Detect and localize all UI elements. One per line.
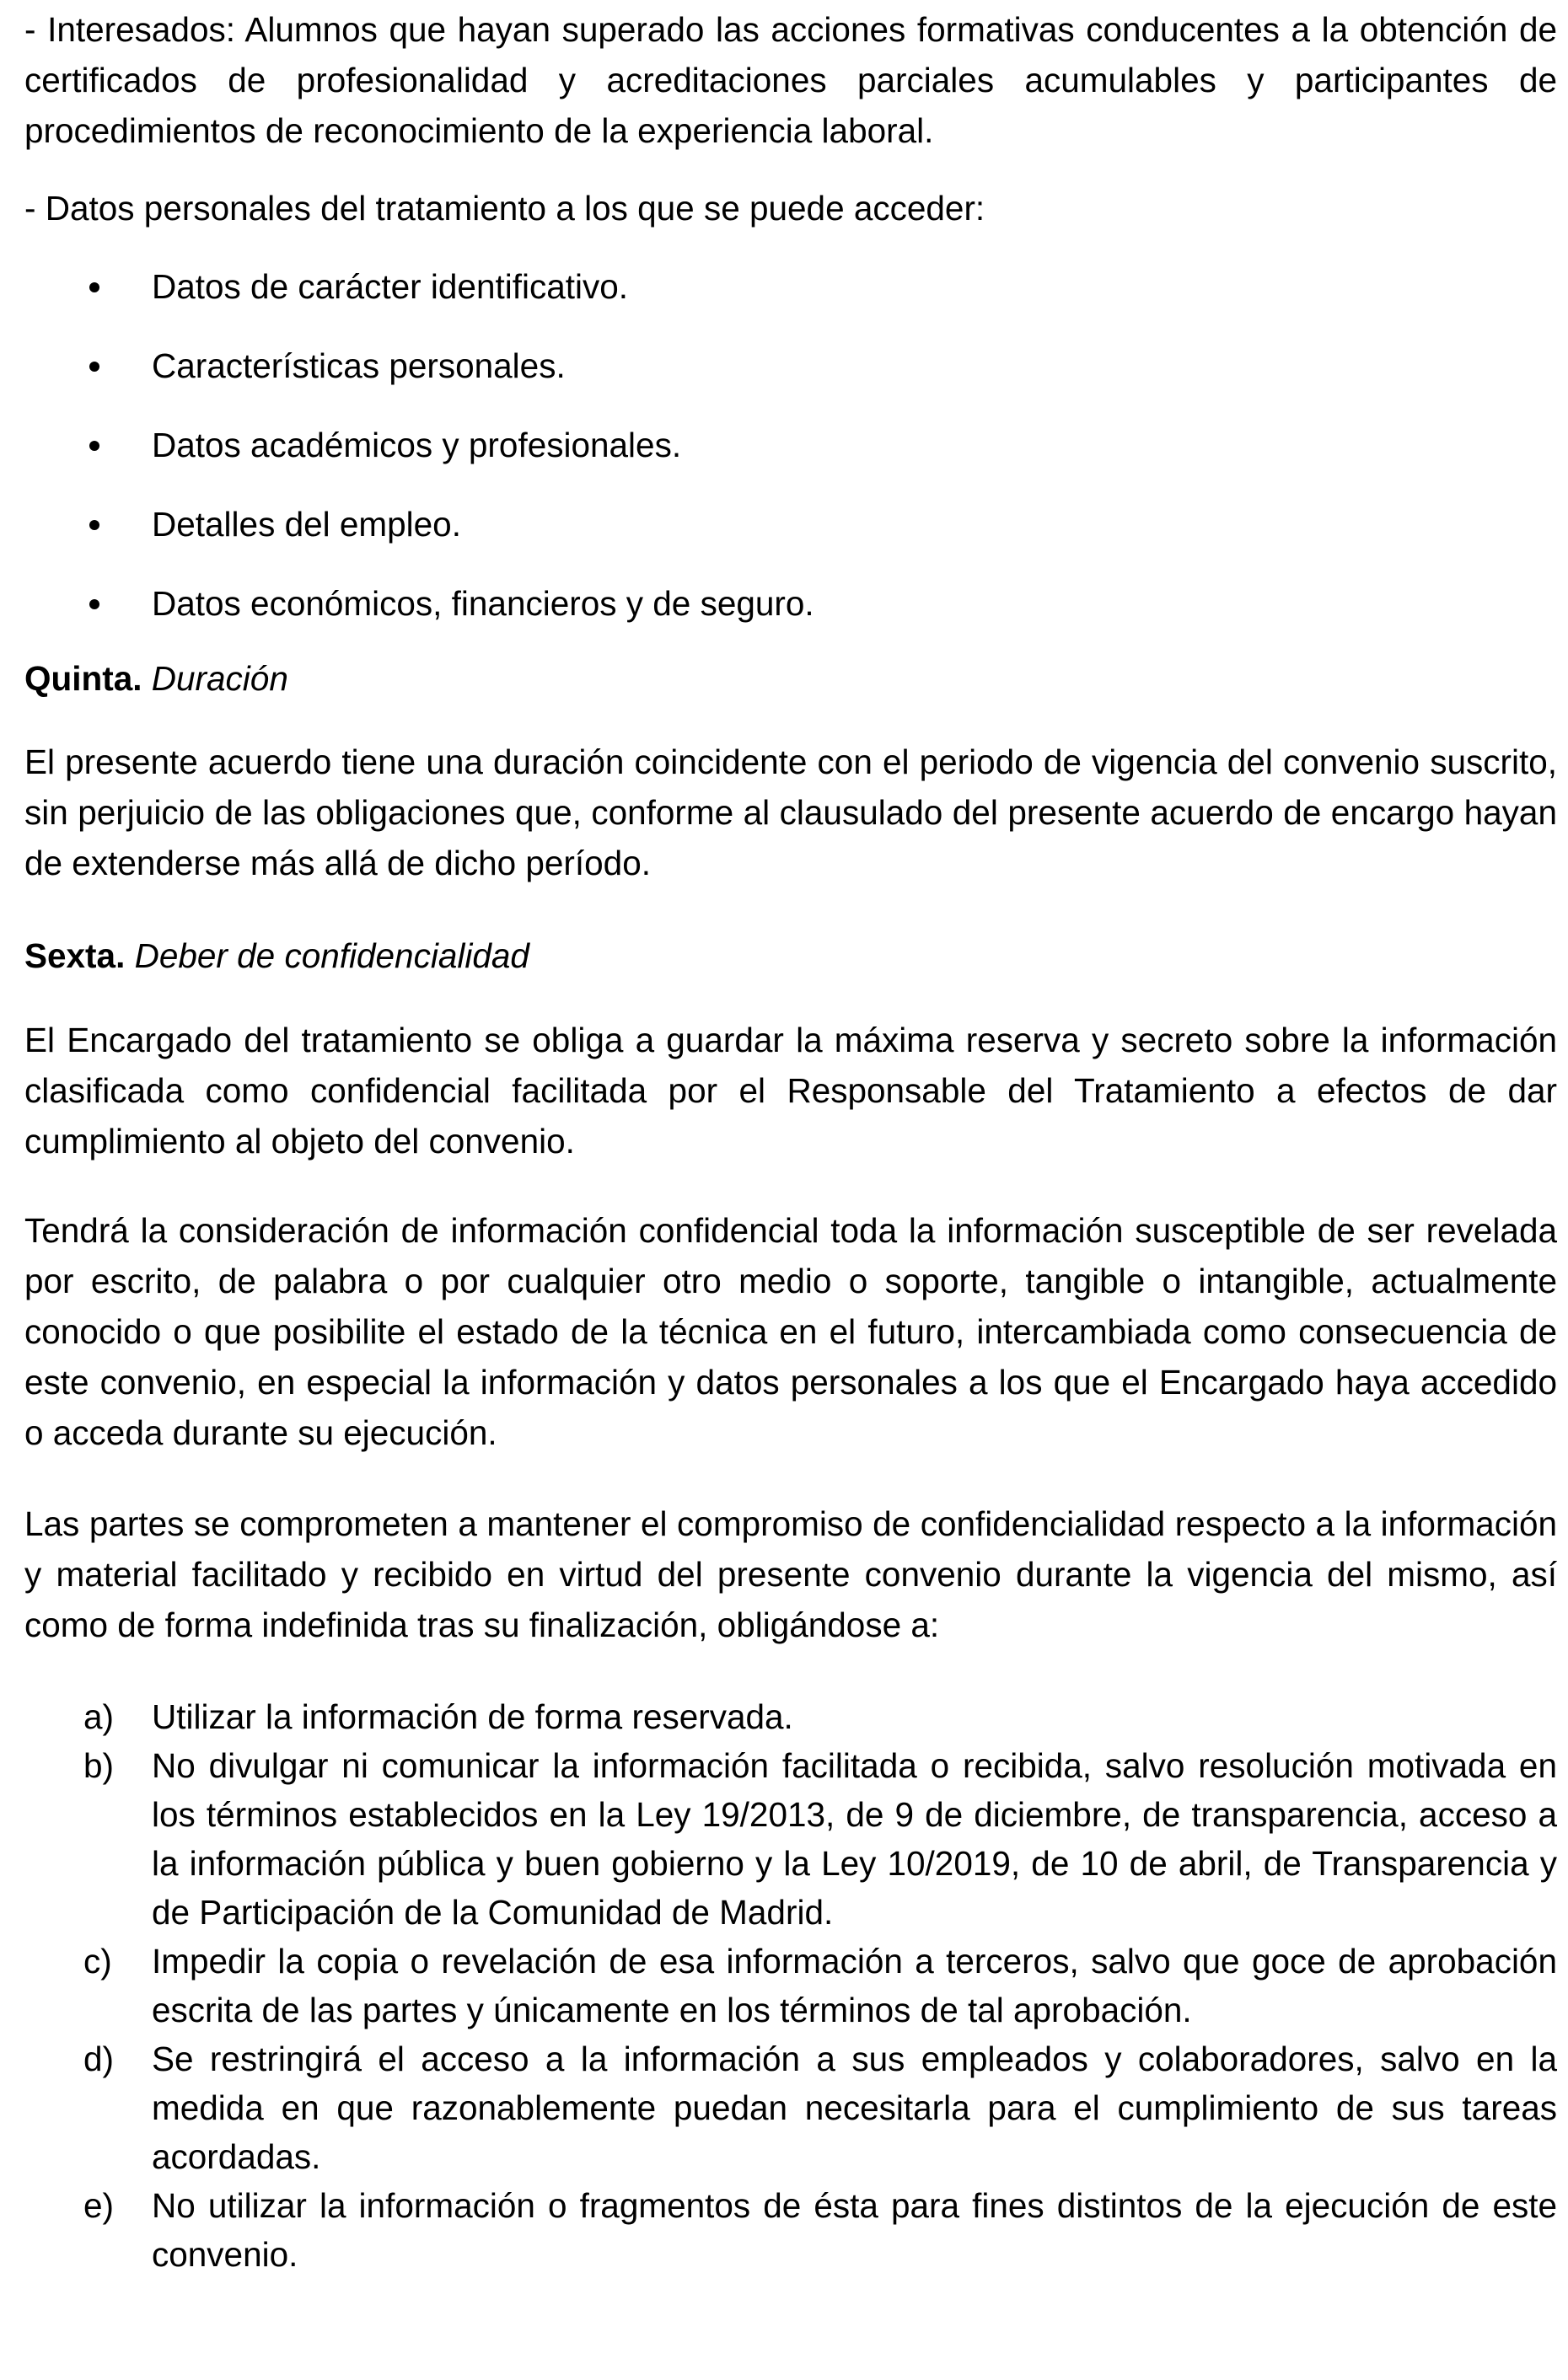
datos-intro-paragraph: - Datos personales del tratamiento a los que se puede acceder: — [24, 189, 985, 228]
list-item — [24, 1741, 1557, 1937]
list-item — [24, 1692, 1557, 1741]
bullet-dot-icon — [89, 441, 99, 451]
list-item — [24, 1937, 1557, 2034]
interesados-paragraph: - Interesados: Alumnos que hayan superado las acciones formativas conducentes a la obtención de certificados de profesionalidad y acreditaciones parciales acumulables y participantes de procedimientos de reconocimiento de la experiencia laboral. — [24, 10, 1557, 150]
bullet-text: Datos de carácter identificativo. — [152, 267, 629, 306]
list-marker: b) — [83, 1746, 115, 1785]
list-item-text: No divulgar ni comunicar la información facilitada o recibida, salvo resolución motivada en los términos establecidos en la Ley 19/2013, de 9 de diciembre, de transparencia, acceso a la información pública y buen gobierno y la Ley 10/2019, de 10 de abril, de Transparencia y de Participación de la Comunidad de Madrid. — [152, 1746, 1557, 1932]
list-item-text: Impedir la copia o revelación de esa información a terceros, salvo que goce de aprobación escrita de las partes y únicamente en los términos de tal aprobación. — [152, 1942, 1557, 2029]
bullet-dot-icon — [89, 282, 99, 292]
list-item — [24, 2181, 1557, 2279]
bullet-dot-icon — [89, 520, 99, 530]
obligaciones-list — [24, 1692, 1557, 2279]
bullet-item — [24, 261, 814, 340]
confidencialidad-paragraph-1: El Encargado del tratamiento se obliga a guardar la máxima reserva y secreto sobre la información clasificada como confidencial facilitada por el Responsable del Tratamiento a efectos de dar cumplimiento al objeto del convenio. — [24, 1021, 1557, 1161]
bullet-text: Datos académicos y profesionales. — [152, 426, 682, 464]
bullet-dot-icon — [89, 599, 99, 609]
list-marker: c) — [83, 1942, 112, 1981]
section-heading-quinta — [24, 653, 288, 704]
bullet-text: Características personales. — [152, 346, 566, 385]
bullet-text: Datos económicos, financieros y de seguro. — [152, 584, 814, 623]
bullet-item — [24, 420, 814, 499]
list-item-text: Se restringirá el acceso a la información a sus empleados y colaboradores, salvo en la medida en que razonablemente puedan necesitarla para el cumplimiento de sus tareas acordadas. — [152, 2040, 1557, 2176]
confidencialidad-paragraph-3: Las partes se comprometen a mantener el compromiso de confidencialidad respecto a la información y material facilitado y recibido en virtud del presente convenio durante la vigencia del mismo, así como de forma indefinida tras su finalización, obligándose a: — [24, 1504, 1557, 1644]
list-marker: e) — [83, 2186, 115, 2225]
heading-label: Quinta. — [24, 659, 142, 698]
heading-label: Sexta. — [24, 936, 126, 975]
heading-title: Deber de confidencialidad — [134, 936, 529, 975]
datos-bullet-list — [24, 261, 814, 657]
list-marker: a) — [83, 1697, 115, 1736]
list-marker: d) — [83, 2040, 115, 2078]
confidencialidad-paragraph-2: Tendrá la consideración de información confidencial toda la información susceptible de ser revelada por escrito, de palabra o por cualquier otro medio o soporte, tangible o intangible, actualmente conocido o que posibilite el estado de la técnica en el futuro, intercambiada como consecuencia de este convenio, en especial la información y datos personales a los que el Encargado haya accedido o acceda durante su ejecución. — [24, 1211, 1557, 1452]
list-item — [24, 2034, 1557, 2181]
bullet-item — [24, 340, 814, 420]
list-item-text: No utilizar la información o fragmentos de ésta para fines distintos de la ejecución de este convenio. — [152, 2186, 1557, 2274]
section-heading-sexta — [24, 930, 529, 981]
bullet-text: Detalles del empleo. — [152, 505, 461, 544]
bullet-item — [24, 499, 814, 578]
heading-title: Duración — [151, 659, 288, 698]
list-item-text: Utilizar la información de forma reservada. — [152, 1697, 793, 1736]
bullet-dot-icon — [89, 362, 99, 372]
duracion-paragraph: El presente acuerdo tiene una duración coincidente con el periodo de vigencia del convenio suscrito, sin perjuicio de las obligaciones que, conforme al clausulado del presente acuerdo de encargo hayan de extenderse más allá de dicho período. — [24, 742, 1557, 882]
bullet-item — [24, 578, 814, 657]
